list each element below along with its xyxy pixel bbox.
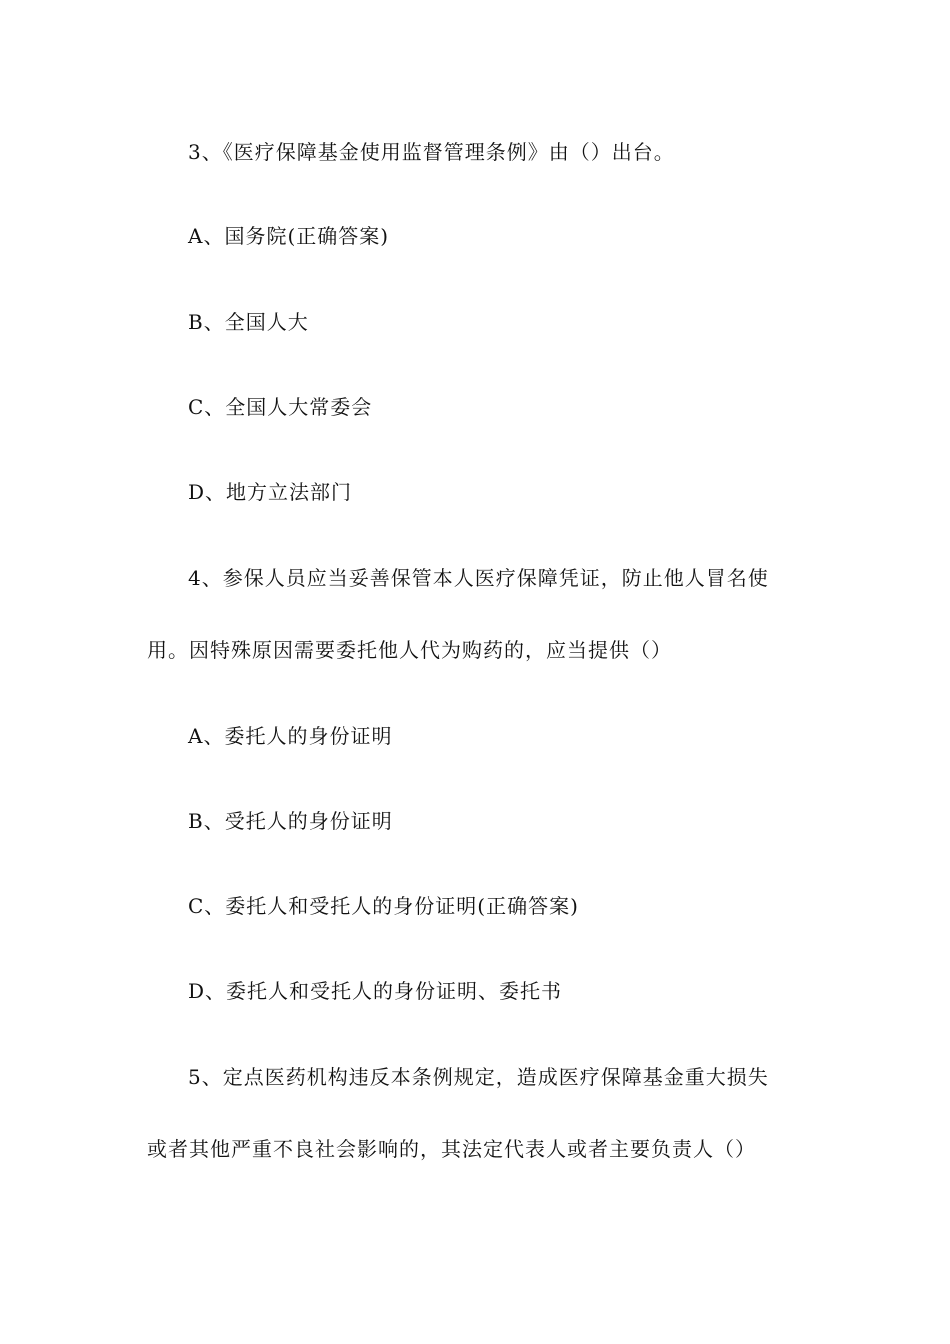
- question-3-option-d: D、地方立法部门: [188, 480, 353, 504]
- question-4-stem-line1: 4、参保人员应当妥善保管本人医疗保障凭证，防止他人冒名使: [188, 566, 769, 590]
- question-3-option-a: A、国务院(正确答案): [188, 224, 390, 248]
- question-4-stem-line2: 用。因特殊原因需要委托他人代为购药的，应当提供（）: [147, 638, 672, 662]
- question-3-option-b: B、全国人大: [188, 310, 309, 334]
- question-4-option-a: A、委托人的身份证明: [188, 724, 393, 748]
- question-4-option-d: D、委托人和受托人的身份证明、委托书: [188, 979, 563, 1003]
- question-5-stem-line1: 5、定点医药机构违反本条例规定，造成医疗保障基金重大损失: [188, 1065, 769, 1089]
- question-3-stem: 3、《医疗保障基金使用监督管理条例》由（）出台。: [188, 140, 675, 164]
- question-3-option-c: C、全国人大常委会: [188, 395, 373, 419]
- question-4-option-c: C、委托人和受托人的身份证明(正确答案): [188, 894, 579, 918]
- question-4-option-b: B、受托人的身份证明: [188, 809, 393, 833]
- question-5-stem-line2: 或者其他严重不良社会影响的，其法定代表人或者主要负责人（）: [147, 1137, 756, 1161]
